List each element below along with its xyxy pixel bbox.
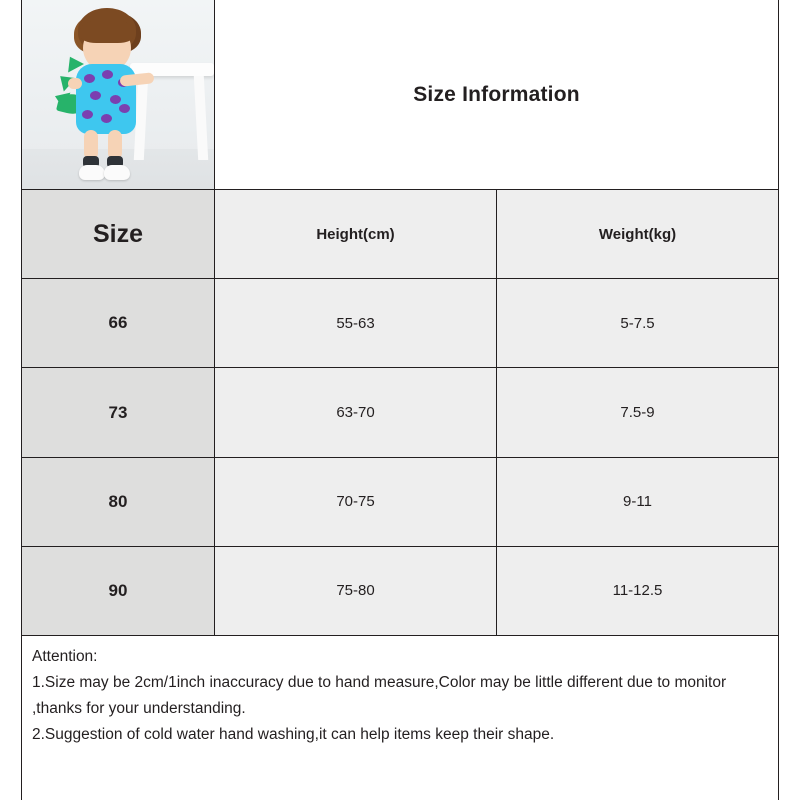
column-header-size: Size <box>22 190 215 278</box>
title-cell <box>215 0 778 189</box>
arm-right <box>120 72 155 86</box>
page-title: Size Information <box>413 82 580 106</box>
cell-height: 70-75 <box>215 458 497 546</box>
cell-weight: 9-11 <box>497 458 778 546</box>
column-header-height: Height(cm) <box>215 190 497 278</box>
product-photo <box>22 0 215 189</box>
romper-dot <box>102 70 113 79</box>
table-row <box>22 458 778 547</box>
cell-weight: 7.5-9 <box>497 368 778 456</box>
romper-dot <box>90 91 101 100</box>
arm-left <box>68 78 82 89</box>
shoe-right <box>104 165 130 180</box>
cell-height: 63-70 <box>215 368 497 456</box>
baby-illustration <box>50 8 170 183</box>
cell-size: 66 <box>22 279 215 367</box>
cell-size: 80 <box>22 458 215 546</box>
stool-leg-right <box>194 76 208 160</box>
romper-dot <box>82 110 93 119</box>
table-header-row <box>22 190 778 279</box>
chart-header-band <box>22 0 778 190</box>
hair-front <box>80 19 134 43</box>
cell-size: 90 <box>22 547 215 635</box>
table-row <box>22 279 778 368</box>
cell-weight: 5-7.5 <box>497 279 778 367</box>
table-row <box>22 368 778 457</box>
attention-heading: Attention: <box>32 648 98 665</box>
attention-box <box>21 635 779 800</box>
table-row <box>22 547 778 635</box>
cell-weight: 11-12.5 <box>497 547 778 635</box>
size-table <box>22 190 778 635</box>
attention-line-2: 2.Suggestion of cold water hand washing,it can help items keep their shape. <box>32 726 555 743</box>
romper-dot <box>110 95 121 104</box>
cell-height: 55-63 <box>215 279 497 367</box>
romper-dot <box>84 74 95 83</box>
attention-line-1: 1.Size may be 2cm/1inch inaccuracy due to hand measure,Color may be little different due to monitor ,thanks for your understanding. <box>32 674 731 717</box>
cell-size: 73 <box>22 368 215 456</box>
shoe-left <box>79 165 105 180</box>
romper-dot <box>101 114 112 123</box>
column-header-weight: Weight(kg) <box>497 190 778 278</box>
cell-height: 75-80 <box>215 547 497 635</box>
size-chart-frame <box>21 0 779 636</box>
romper-dot <box>119 104 130 113</box>
